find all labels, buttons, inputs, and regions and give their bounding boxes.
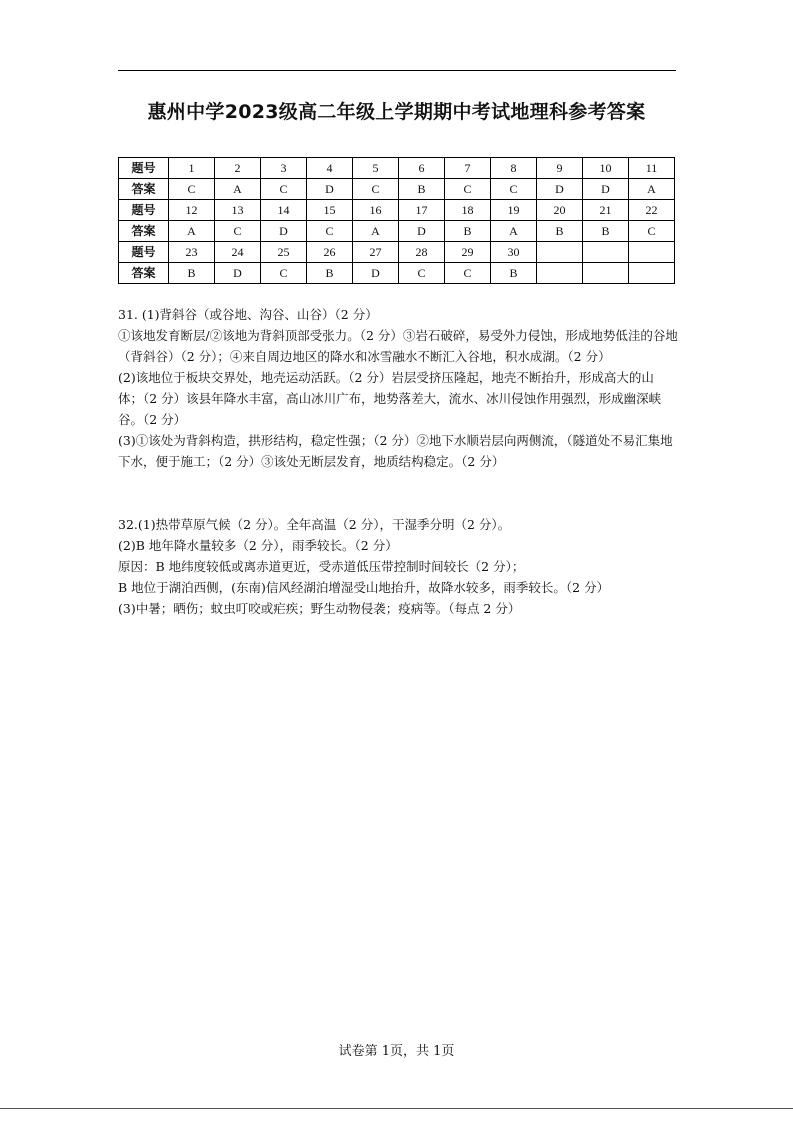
- answer-cell: B: [445, 221, 491, 242]
- answer-header: 答案: [119, 221, 169, 242]
- answer-header: 答案: [119, 179, 169, 200]
- page-title: 惠州中学2023级高二年级上学期期中考试地理科参考答案: [147, 101, 646, 123]
- question-number-cell: 25: [261, 242, 307, 263]
- question-number-cell: [629, 242, 675, 263]
- answer-row: [119, 263, 675, 284]
- answer-cell: D: [261, 221, 307, 242]
- question-number-cell: 2: [215, 158, 261, 179]
- question-number-cell: 17: [399, 200, 445, 221]
- answer-cell: C: [261, 179, 307, 200]
- header-rule: [118, 70, 676, 71]
- question-number-cell: 28: [399, 242, 445, 263]
- question-number-row: [119, 158, 675, 179]
- question-number-cell: 9: [537, 158, 583, 179]
- q32-part2-reason-b: B 地位于湖泊西侧，(东南)信风经湖泊增湿受山地抬升，故降水较多，雨季较长。（2 分）: [118, 580, 610, 595]
- question-number-cell: 13: [215, 200, 261, 221]
- question-number-cell: 26: [307, 242, 353, 263]
- q31-part3: (3)①该处为背斜构造，拱形结构，稳定性强；（2 分）②地下水顺岩层向两侧流，（隧道处不易汇集地下水，便于施工；（2 分）③该处无断层发育，地质结构稳定。（2 分）: [118, 433, 673, 469]
- q31-part1-reasons: ①该地发育断层/②该地为背斜顶部受张力。（2 分）③岩石破碎，易受外力侵蚀，形成地势低洼的谷地（背斜谷）（2 分）；④来自周边地区的降水和冰雪融水不断汇入谷地，积水成湖。（2 分）: [118, 328, 678, 364]
- question-31-answer: [118, 304, 678, 472]
- answer-cell: A: [491, 221, 537, 242]
- answer-cell: B: [491, 263, 537, 284]
- answer-cell: [537, 263, 583, 284]
- question-number-cell: 7: [445, 158, 491, 179]
- question-number-row: [119, 200, 675, 221]
- question-number-cell: 24: [215, 242, 261, 263]
- question-number-cell: 23: [169, 242, 215, 263]
- answer-cell: B: [307, 263, 353, 284]
- question-number-cell: 18: [445, 200, 491, 221]
- question-number-cell: 19: [491, 200, 537, 221]
- question-number-cell: 14: [261, 200, 307, 221]
- answer-cell: [583, 263, 629, 284]
- question-number-header: 题号: [119, 242, 169, 263]
- question-number-cell: 15: [307, 200, 353, 221]
- answer-cell: D: [215, 263, 261, 284]
- answer-cell: C: [629, 221, 675, 242]
- question-number-cell: 1: [169, 158, 215, 179]
- question-number-cell: 30: [491, 242, 537, 263]
- answer-cell: [629, 263, 675, 284]
- answer-row: [119, 179, 675, 200]
- question-number-row: [119, 242, 675, 263]
- q31-part1: 31. (1)背斜谷（或谷地、沟谷、山谷）（2 分）: [118, 307, 378, 322]
- q32-part2-reason-a: 原因：B 地纬度较低或离赤道更近，受赤道低压带控制时间较长（2 分）；: [118, 559, 525, 574]
- answer-cell: C: [353, 179, 399, 200]
- bottom-rule: [0, 1108, 793, 1109]
- answer-cell: B: [583, 221, 629, 242]
- question-number-cell: [537, 242, 583, 263]
- answer-cell: C: [169, 179, 215, 200]
- answer-cell: C: [261, 263, 307, 284]
- answer-cell: C: [215, 221, 261, 242]
- q32-part1: 32.(1)热带草原气候（2 分）。全年高温（2 分），干湿季分明（2 分）。: [118, 517, 511, 532]
- q32-part3: (3)中暑；晒伤；蚊虫叮咬或疟疾；野生动物侵袭；疫病等。（每点 2 分）: [118, 601, 521, 616]
- answer-row: [119, 221, 675, 242]
- q32-part2: (2)B 地年降水量较多（2 分），雨季较长。（2 分）: [118, 538, 398, 553]
- question-number-cell: 21: [583, 200, 629, 221]
- answer-cell: D: [353, 263, 399, 284]
- question-number-cell: 29: [445, 242, 491, 263]
- answer-cell: B: [537, 221, 583, 242]
- answer-cell: D: [583, 179, 629, 200]
- question-number-cell: [583, 242, 629, 263]
- question-number-cell: 20: [537, 200, 583, 221]
- question-number-cell: 22: [629, 200, 675, 221]
- question-32-answer: [118, 514, 678, 619]
- answer-table: [118, 157, 675, 284]
- question-number-header: 题号: [119, 200, 169, 221]
- page-footer: 试卷第 1页，共 1页: [338, 1044, 455, 1059]
- question-number-cell: 4: [307, 158, 353, 179]
- question-number-cell: 6: [399, 158, 445, 179]
- answer-cell: C: [445, 179, 491, 200]
- answer-cell: C: [307, 221, 353, 242]
- question-number-cell: 10: [583, 158, 629, 179]
- answer-cell: C: [399, 263, 445, 284]
- answer-cell: D: [537, 179, 583, 200]
- answer-cell: D: [399, 221, 445, 242]
- answer-cell: D: [307, 179, 353, 200]
- answer-cell: A: [169, 221, 215, 242]
- answer-header: 答案: [119, 263, 169, 284]
- answer-cell: C: [445, 263, 491, 284]
- answer-cell: B: [169, 263, 215, 284]
- question-number-cell: 5: [353, 158, 399, 179]
- answer-cell: C: [491, 179, 537, 200]
- q31-part2: (2)该地位于板块交界处，地壳运动活跃。（2 分）岩层受挤压隆起，地壳不断抬升，形成高大的山体；（2 分）该县年降水丰富，高山冰川广布，地势落差大，流水、冰川侵蚀作用强烈，形成幽深峡谷。（2 分）: [118, 370, 662, 427]
- question-number-cell: 8: [491, 158, 537, 179]
- answer-table-body: [119, 158, 675, 284]
- question-number-cell: 11: [629, 158, 675, 179]
- question-number-cell: 3: [261, 158, 307, 179]
- answer-cell: A: [629, 179, 675, 200]
- answer-cell: B: [399, 179, 445, 200]
- question-number-header: 题号: [119, 158, 169, 179]
- question-number-cell: 16: [353, 200, 399, 221]
- question-number-cell: 12: [169, 200, 215, 221]
- answer-cell: A: [353, 221, 399, 242]
- answer-cell: A: [215, 179, 261, 200]
- question-number-cell: 27: [353, 242, 399, 263]
